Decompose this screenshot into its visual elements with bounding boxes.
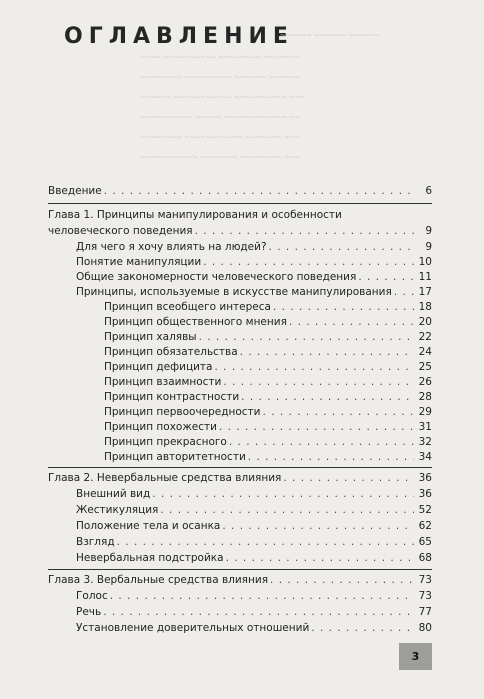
dot-leader bbox=[269, 240, 414, 254]
toc-subentry[interactable] bbox=[104, 345, 432, 359]
toc-entry-label: Общие закономерности человеческого поведения bbox=[76, 271, 357, 283]
toc-entry-page: 20 bbox=[418, 316, 432, 328]
toc-entry-page: 22 bbox=[418, 331, 432, 343]
dot-leader bbox=[273, 300, 414, 314]
dot-leader bbox=[219, 420, 414, 434]
dot-leader bbox=[199, 330, 414, 344]
dot-leader bbox=[240, 345, 414, 359]
toc-entry[interactable] bbox=[76, 285, 432, 299]
toc-entry-page: 17 bbox=[418, 286, 432, 298]
dot-leader bbox=[263, 405, 414, 419]
toc-entry-label: Принцип контрастности bbox=[104, 391, 240, 403]
dot-leader bbox=[248, 450, 414, 464]
dot-leader bbox=[311, 621, 414, 635]
toc-entry-label: Установление доверительных отношений bbox=[76, 622, 310, 634]
dot-leader bbox=[222, 519, 414, 533]
dot-leader bbox=[104, 184, 414, 198]
dot-leader bbox=[394, 285, 414, 299]
dot-leader bbox=[195, 224, 414, 238]
dot-leader bbox=[226, 551, 414, 565]
toc-entry-label: Взгляд bbox=[76, 536, 115, 548]
toc-entry-label: Принцип халявы bbox=[104, 331, 197, 343]
toc-entry-label: Принцип первоочередности bbox=[104, 406, 261, 418]
toc-entry[interactable] bbox=[76, 535, 432, 549]
toc-subentry[interactable] bbox=[104, 420, 432, 434]
toc-entry[interactable] bbox=[76, 255, 432, 269]
toc-entry-page: 10 bbox=[418, 256, 432, 268]
toc-entry-label: Для чего я хочу влиять на людей? bbox=[76, 241, 267, 253]
toc-entry-page: 26 bbox=[418, 376, 432, 388]
dot-leader bbox=[358, 270, 414, 284]
toc-entry-label: Глава 2. Невербальные средства влияния bbox=[48, 472, 282, 484]
toc-entry-page: 62 bbox=[418, 520, 432, 532]
bleed-through-texture: ~~~~~~ ~~~~~~ ~~~~~~ bbox=[280, 30, 380, 40]
toc-subentry[interactable] bbox=[104, 390, 432, 404]
chapter-heading[interactable] bbox=[48, 573, 432, 587]
dot-leader bbox=[223, 375, 414, 389]
toc-entry-label: Принципы, используемые в искусстве манипулирования bbox=[76, 286, 392, 298]
dot-leader bbox=[203, 255, 414, 269]
toc-entry-page: 36 bbox=[418, 472, 432, 484]
toc-entry-page: 29 bbox=[418, 406, 432, 418]
toc-entry-label: Речь bbox=[76, 606, 102, 618]
toc-entry-label: человеческого поведения bbox=[48, 225, 193, 237]
toc-entry[interactable] bbox=[76, 270, 432, 284]
toc-entry-page: 28 bbox=[418, 391, 432, 403]
toc-entry-page: 32 bbox=[418, 436, 432, 448]
toc-entry-label: Принцип дефицита bbox=[104, 361, 213, 373]
dot-leader bbox=[160, 503, 414, 517]
toc-subentry[interactable] bbox=[104, 375, 432, 389]
dot-leader bbox=[103, 605, 414, 619]
toc-subentry[interactable] bbox=[104, 435, 432, 449]
toc-subentry[interactable] bbox=[104, 450, 432, 464]
bleed-through-texture: ~~~~~~ ~~~~~~~~~~~ ~~~~~~~~~~ ~~~ bbox=[140, 92, 306, 102]
toc-entry-page: 52 bbox=[418, 504, 432, 516]
toc-entry[interactable] bbox=[76, 621, 432, 635]
toc-entry-page: 11 bbox=[418, 271, 432, 283]
toc-entry-label: Принцип всеобщего интереса bbox=[104, 301, 271, 313]
chapter-heading-line1: Глава 1. Принципы манипулирования и особенности bbox=[48, 209, 342, 221]
toc-entry-page: 24 bbox=[418, 346, 432, 358]
toc-entry-label: Внешний вид bbox=[76, 488, 151, 500]
toc-entry-page: 6 bbox=[425, 185, 432, 197]
dot-leader bbox=[152, 487, 414, 501]
dot-leader bbox=[117, 535, 414, 549]
toc-entry-page: 9 bbox=[425, 241, 432, 253]
toc-entry-page: 77 bbox=[418, 606, 432, 618]
bleed-through-texture: ~~~~~~~~~~~ ~~~~~~~ ~~~~~~~~ ~~~ bbox=[140, 152, 300, 162]
toc-entry-label: Голос bbox=[76, 590, 108, 602]
toc-entry[interactable] bbox=[76, 589, 432, 603]
toc-entry-label: Жестикуляция bbox=[76, 504, 159, 516]
bleed-through-texture: ~~~~ ~~~~~~~~~~ ~~~~~~~~ ~~~~~~~ bbox=[140, 52, 300, 62]
toc-subentry[interactable] bbox=[104, 360, 432, 374]
toc-entry[interactable] bbox=[76, 503, 432, 517]
dot-leader bbox=[110, 589, 414, 603]
dot-leader bbox=[289, 315, 414, 329]
toc-entry-page: 73 bbox=[418, 590, 432, 602]
section-divider bbox=[48, 569, 432, 570]
toc-entry-page: 9 bbox=[425, 225, 432, 237]
toc-entry-page: 18 bbox=[418, 301, 432, 313]
toc-entry-page: 36 bbox=[418, 488, 432, 500]
toc-entry-page: 68 bbox=[418, 552, 432, 564]
toc-entry-page: 31 bbox=[418, 421, 432, 433]
toc-intro[interactable] bbox=[48, 184, 432, 198]
toc-entry-label: Принцип авторитетности bbox=[104, 451, 246, 463]
dot-leader bbox=[241, 390, 414, 404]
toc-entry-page: 65 bbox=[418, 536, 432, 548]
dot-leader bbox=[229, 435, 414, 449]
toc-entry[interactable] bbox=[76, 519, 432, 533]
toc-entry[interactable] bbox=[76, 487, 432, 501]
toc-entry-label: Введение bbox=[48, 185, 102, 197]
toc-entry[interactable] bbox=[76, 605, 432, 619]
toc-entry-label: Понятие манипуляции bbox=[76, 256, 202, 268]
bleed-through-texture: ~~~~~~~~ ~~~~~~~~~~~ ~~~~~~~ ~~~ bbox=[140, 132, 300, 142]
section-divider bbox=[48, 203, 432, 204]
toc-entry-label: Принцип обязательства bbox=[104, 346, 238, 358]
chapter-heading[interactable] bbox=[48, 224, 432, 238]
toc-entry[interactable] bbox=[76, 551, 432, 565]
dot-leader bbox=[214, 360, 414, 374]
toc-entry-label: Принцип прекрасного bbox=[104, 436, 227, 448]
toc-entry-label: Принцип общественного мнения bbox=[104, 316, 287, 328]
section-divider bbox=[48, 467, 432, 468]
toc-entry-label: Глава 3. Вербальные средства влияния bbox=[48, 574, 269, 586]
toc-subentry[interactable] bbox=[104, 330, 432, 344]
toc-subentry[interactable] bbox=[104, 300, 432, 314]
bleed-through-texture: ~~~~~~~~ ~~~~~~~~~ ~~~~~~ ~~~~~~ bbox=[140, 72, 300, 82]
bleed-through-texture: ~~~~~~~~~~ ~~~~~ ~~~~~~~~~~~~ ~~ bbox=[140, 112, 300, 122]
toc-entry-label: Невербальная подстройка bbox=[76, 552, 224, 564]
toc-entry[interactable] bbox=[76, 240, 432, 254]
dot-leader bbox=[283, 471, 414, 485]
toc-entry-page: 34 bbox=[418, 451, 432, 463]
toc-entry-page: 25 bbox=[418, 361, 432, 373]
page-title: ОГЛАВЛЕНИЕ bbox=[64, 24, 294, 49]
toc-subentry[interactable] bbox=[104, 315, 432, 329]
toc-entry-label: Принцип взаимности bbox=[104, 376, 222, 388]
toc-subentry[interactable] bbox=[104, 405, 432, 419]
dot-leader bbox=[270, 573, 414, 587]
page-number-badge: 3 bbox=[399, 643, 432, 670]
toc-entry-page: 80 bbox=[418, 622, 432, 634]
toc-entry-label: Положение тела и осанка bbox=[76, 520, 221, 532]
chapter-heading[interactable] bbox=[48, 471, 432, 485]
toc-entry-page: 73 bbox=[418, 574, 432, 586]
toc-entry-label: Принцип похожести bbox=[104, 421, 217, 433]
